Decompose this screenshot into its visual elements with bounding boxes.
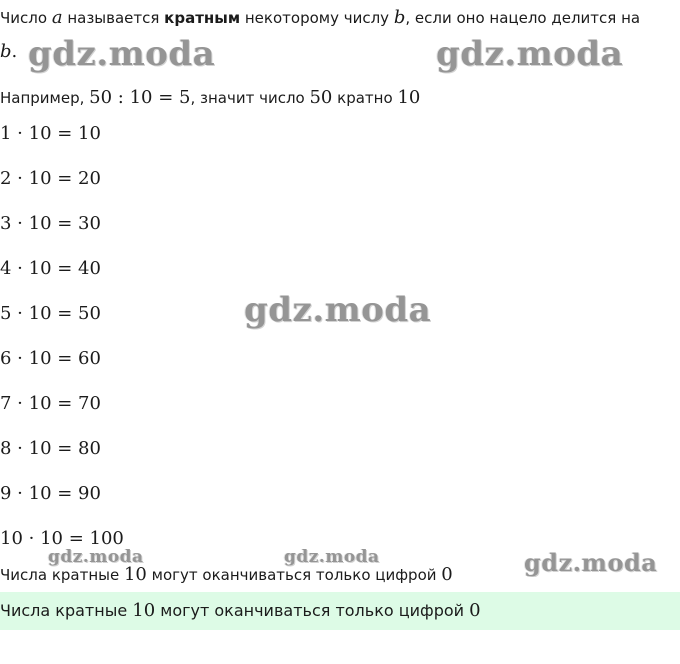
- definition-period: .: [11, 41, 18, 62]
- conclusion-text-2: могут оканчиваться только цифрой: [146, 566, 442, 584]
- definition-line-2: [0, 42, 17, 62]
- equation-9: 9 · 10 = 90: [0, 483, 101, 504]
- conclusion-line: [0, 565, 453, 585]
- answer-digit: 0: [469, 600, 481, 621]
- watermark-logo: gdz.moda: [284, 547, 380, 567]
- equation-7: 7 · 10 = 70: [0, 393, 101, 414]
- conclusion-number: 10: [123, 564, 147, 585]
- variable-a: a: [51, 7, 63, 28]
- answer-text-1: Числа кратные: [0, 601, 133, 620]
- conclusion-text-1: Числа кратные: [0, 566, 124, 584]
- example-line: [0, 88, 420, 108]
- equation-8: 8 · 10 = 80: [0, 438, 101, 459]
- equation-10: 10 · 10 = 100: [0, 528, 124, 549]
- definition-text-1: Число: [0, 9, 52, 27]
- definition-text-4: , если оно нацело делится на: [405, 9, 641, 27]
- example-number-1: 50: [309, 87, 333, 108]
- equation-2: 2 · 10 = 20: [0, 168, 101, 189]
- answer-text-2: могут оканчиваться только цифрой: [155, 601, 470, 620]
- equation-4: 4 · 10 = 40: [0, 258, 101, 279]
- example-number-2: 10: [397, 87, 421, 108]
- definition-text-2: называется: [62, 9, 165, 27]
- example-text-1: Например,: [0, 89, 90, 107]
- term-multiple: кратным: [164, 9, 241, 27]
- equation-5: 5 · 10 = 50: [0, 303, 101, 324]
- example-text-2: , значит число: [190, 89, 310, 107]
- watermark-logo: gdz.moda: [48, 547, 144, 567]
- variable-b: b: [393, 7, 406, 28]
- equation-1: 1 · 10 = 10: [0, 123, 101, 144]
- definition-text-3: некоторому числу: [240, 9, 394, 27]
- example-expression: 50 : 10 = 5: [89, 87, 191, 108]
- equation-3: 3 · 10 = 30: [0, 213, 101, 234]
- equation-6: 6 · 10 = 60: [0, 348, 101, 369]
- watermark-logo: gdz.moda: [28, 34, 216, 74]
- answer-number: 10: [132, 600, 156, 621]
- watermark-logo: gdz.moda: [524, 548, 658, 577]
- example-text-3: кратно: [332, 89, 398, 107]
- variable-b-2: b: [0, 41, 12, 62]
- definition-line: [0, 8, 640, 28]
- watermark-logo: gdz.moda: [436, 34, 624, 74]
- watermark-logo: gdz.moda: [244, 290, 432, 330]
- answer-box: [0, 592, 680, 630]
- conclusion-digit: 0: [441, 564, 453, 585]
